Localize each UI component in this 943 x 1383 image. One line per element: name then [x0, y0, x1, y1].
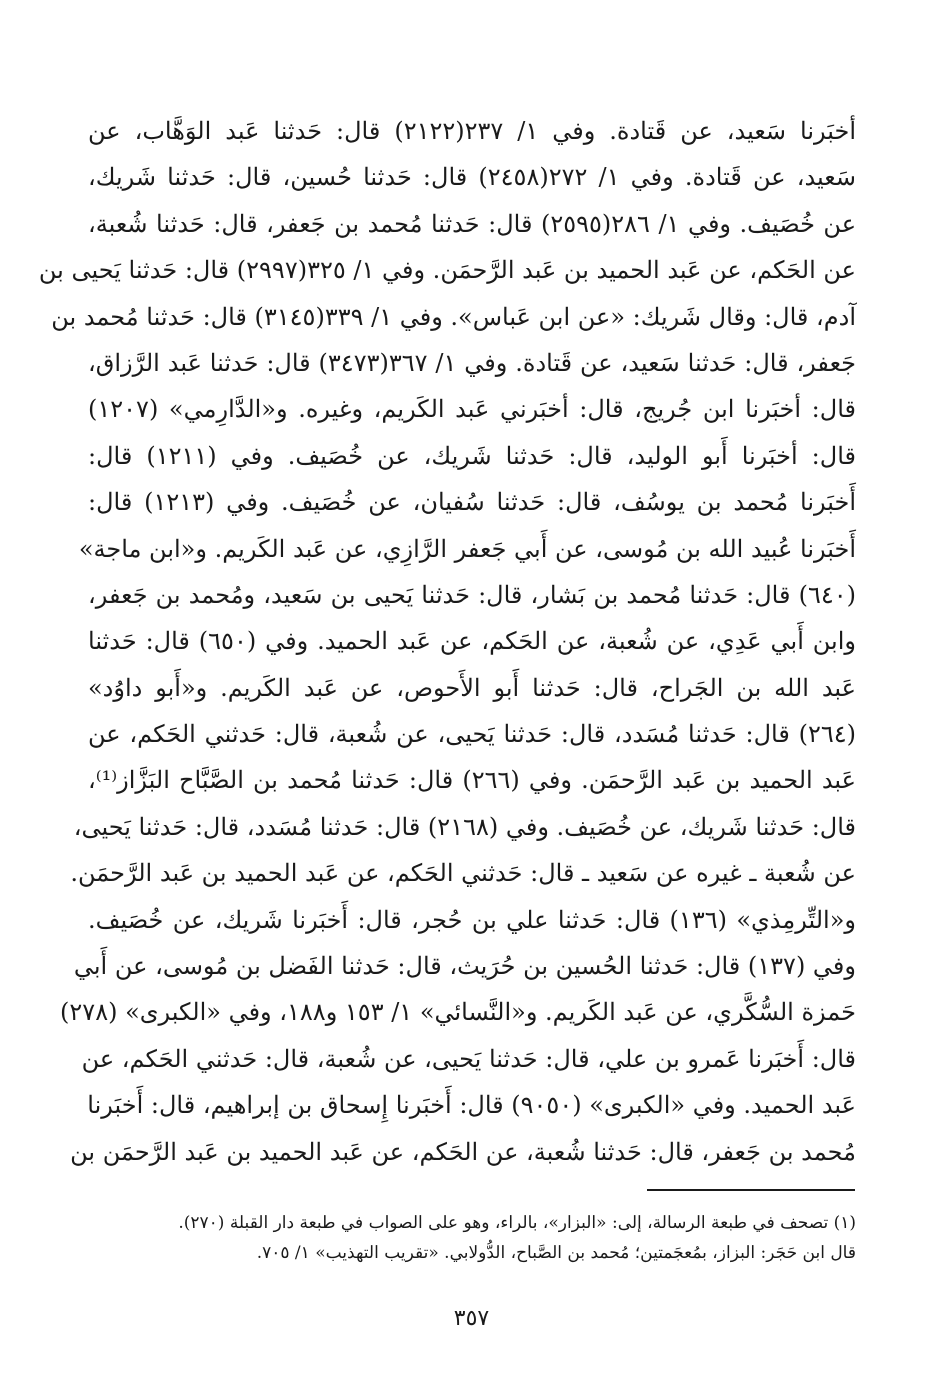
text-line: حَمزة السُّكَّري، عن عَبد الكَريم. و«النَّسائي» ١/ ١٥٣ و١٨٨، وفي «الكبرى» (٢٧٨) [60, 998, 856, 1027]
text-line: قال: أخبَرنا أَبو الوليد، قال: حَدثنا شَريك، عن خُصَيف. وفي (١٢١١) قال: [88, 441, 856, 470]
text-line: قال: حَدثنا شَريك، عن خُصَيف. وفي (٢١٦٨) قال: حَدثنا مُسَدد، قال: حَدثنا يَحيى، [73, 812, 856, 841]
text-line: عَبد الله بن الجَراح، قال: حَدثنا أَبو الأَحوص، عن عَبد الكَريم. و«أَبو داوُد» [88, 673, 856, 702]
footnote-line: (١) تصحف في طبعة الرسالة، إلى: «البزار»، بالراء، وهو على الصواب في طبعة دار القبلة (٢٧٠). [178, 1213, 856, 1233]
footnotes-block [120, 1208, 856, 1268]
text-line: آدم، قال: وقال شَريك: «عن ابن عَباس». وفي ١/ ٣٣٩(٣١٤٥) قال: حَدثنا مُحمد بن [51, 302, 856, 331]
main-text-block [38, 108, 857, 1175]
page-number: ٣٥٧ [453, 1306, 490, 1331]
text-line: جَعفر، قال: حَدثنا سَعيد، عن قَتادة. وفي ١/ ٣٦٧(٣٤٧٣) قال: حَدثنا عَبد الرَّزاق، [88, 348, 856, 377]
footnote-divider [647, 1189, 855, 1191]
text-line: قال: أخبَرنا ابن جُريج، قال: أخبَرني عَبد الكَريم، وغيره. و«الدَّارِمي» (١٢٠٧) [88, 395, 856, 424]
text-line: (٢٦٤) قال: حَدثنا مُسَدد، قال: حَدثنا يَحيى، عن شُعبة، قال: حَدثني الحَكم، عن [88, 720, 856, 749]
text-line: عن خُصَيف. وفي ١/ ٢٨٦(٢٥٩٥) قال: حَدثنا مُحمد بن جَعفر، قال: حَدثنا شُعبة، [88, 209, 857, 238]
text-line: عَبد الحميد بن عَبد الرَّحمَن. وفي (٢٦٦) قال: حَدثنا مُحمد بن الصَّبَّاح البَزَّاز⁽¹⁾، [88, 766, 856, 795]
text-line: عَبد الحميد. وفي «الكبرى» (٩٠٥٠) قال: أَخبَرنا إِسحاق بن إبراهيم، قال: أَخبَرنا [87, 1091, 856, 1120]
footnote-line: قال ابن حَجَر: البزاز، بمُعجَمتين؛ مُحمد بن الصَّباح، الدُّولابي. «تقريب التهذيب» ١/ ٧٠٥. [256, 1243, 856, 1263]
text-line: مُحمد بن جَعفر، قال: حَدثنا شُعبة، عن الحَكم، عن عَبد الحميد بن عَبد الرَّحمَن بن [70, 1137, 856, 1166]
text-line: وابن أَبي عَدِي، عن شُعبة، عن الحَكم، عن عَبد الحميد. وفي (٦٥٠) قال: حَدثنا [88, 627, 856, 656]
text-line: عن الحَكم، عن عَبد الحميد بن عَبد الرَّحمَن. وفي ١/ ٣٢٥(٢٩٩٧) قال: حَدثنا يَحيى بن [38, 256, 856, 285]
text-line: سَعيد، عن قَتادة. وفي ١/ ٢٧٢(٢٤٥٨) قال: حَدثنا حُسين، قال: حَدثنا شَريك، [88, 163, 856, 192]
text-line: قال: أَخبَرنا عَمرو بن علي، قال: حَدثنا يَحيى، عن شُعبة، قال: حَدثني الحَكم، عن [81, 1044, 856, 1073]
text-line: أخبَرنا سَعيد، عن قَتادة. وفي ١/ ٢٣٧(٢١٢٢) قال: حَدثنا عَبد الوَهَّاب، عن [88, 117, 856, 145]
text-line: و«التِّرمِذي» (١٣٦) قال: حَدثنا علي بن حُجر، قال: أَخبَرنا شَريك، عن خُصَيف. [88, 905, 856, 934]
text-line: وفي (١٣٧) قال: حَدثنا الحُسين بن حُرَيث، قال: حَدثنا الفَضل بن مُوسى، عن أَبي [73, 952, 856, 981]
text-line: أَخبَرنا مُحمد بن يوسُف، قال: حَدثنا سُفيان، عن خُصَيف. وفي (١٢١٣) قال: [88, 488, 856, 517]
text-line: (٦٤٠) قال: حَدثنا مُحمد بن بَشار، قال: حَدثنا يَحيى بن سَعيد، ومُحمد بن جَعفر، [88, 580, 856, 609]
text-line: أَخبَرنا عُبيد الله بن مُوسى، عن أَبي جَعفر الرَّازِي، عن عَبد الكَريم. و«ابن ماجة» [78, 534, 856, 563]
text-line: عن شُعبة ـ غيره عن سَعيد ـ قال: حَدثني الحَكم، عن عَبد الحميد بن عَبد الرَّحمَن. [70, 859, 856, 888]
